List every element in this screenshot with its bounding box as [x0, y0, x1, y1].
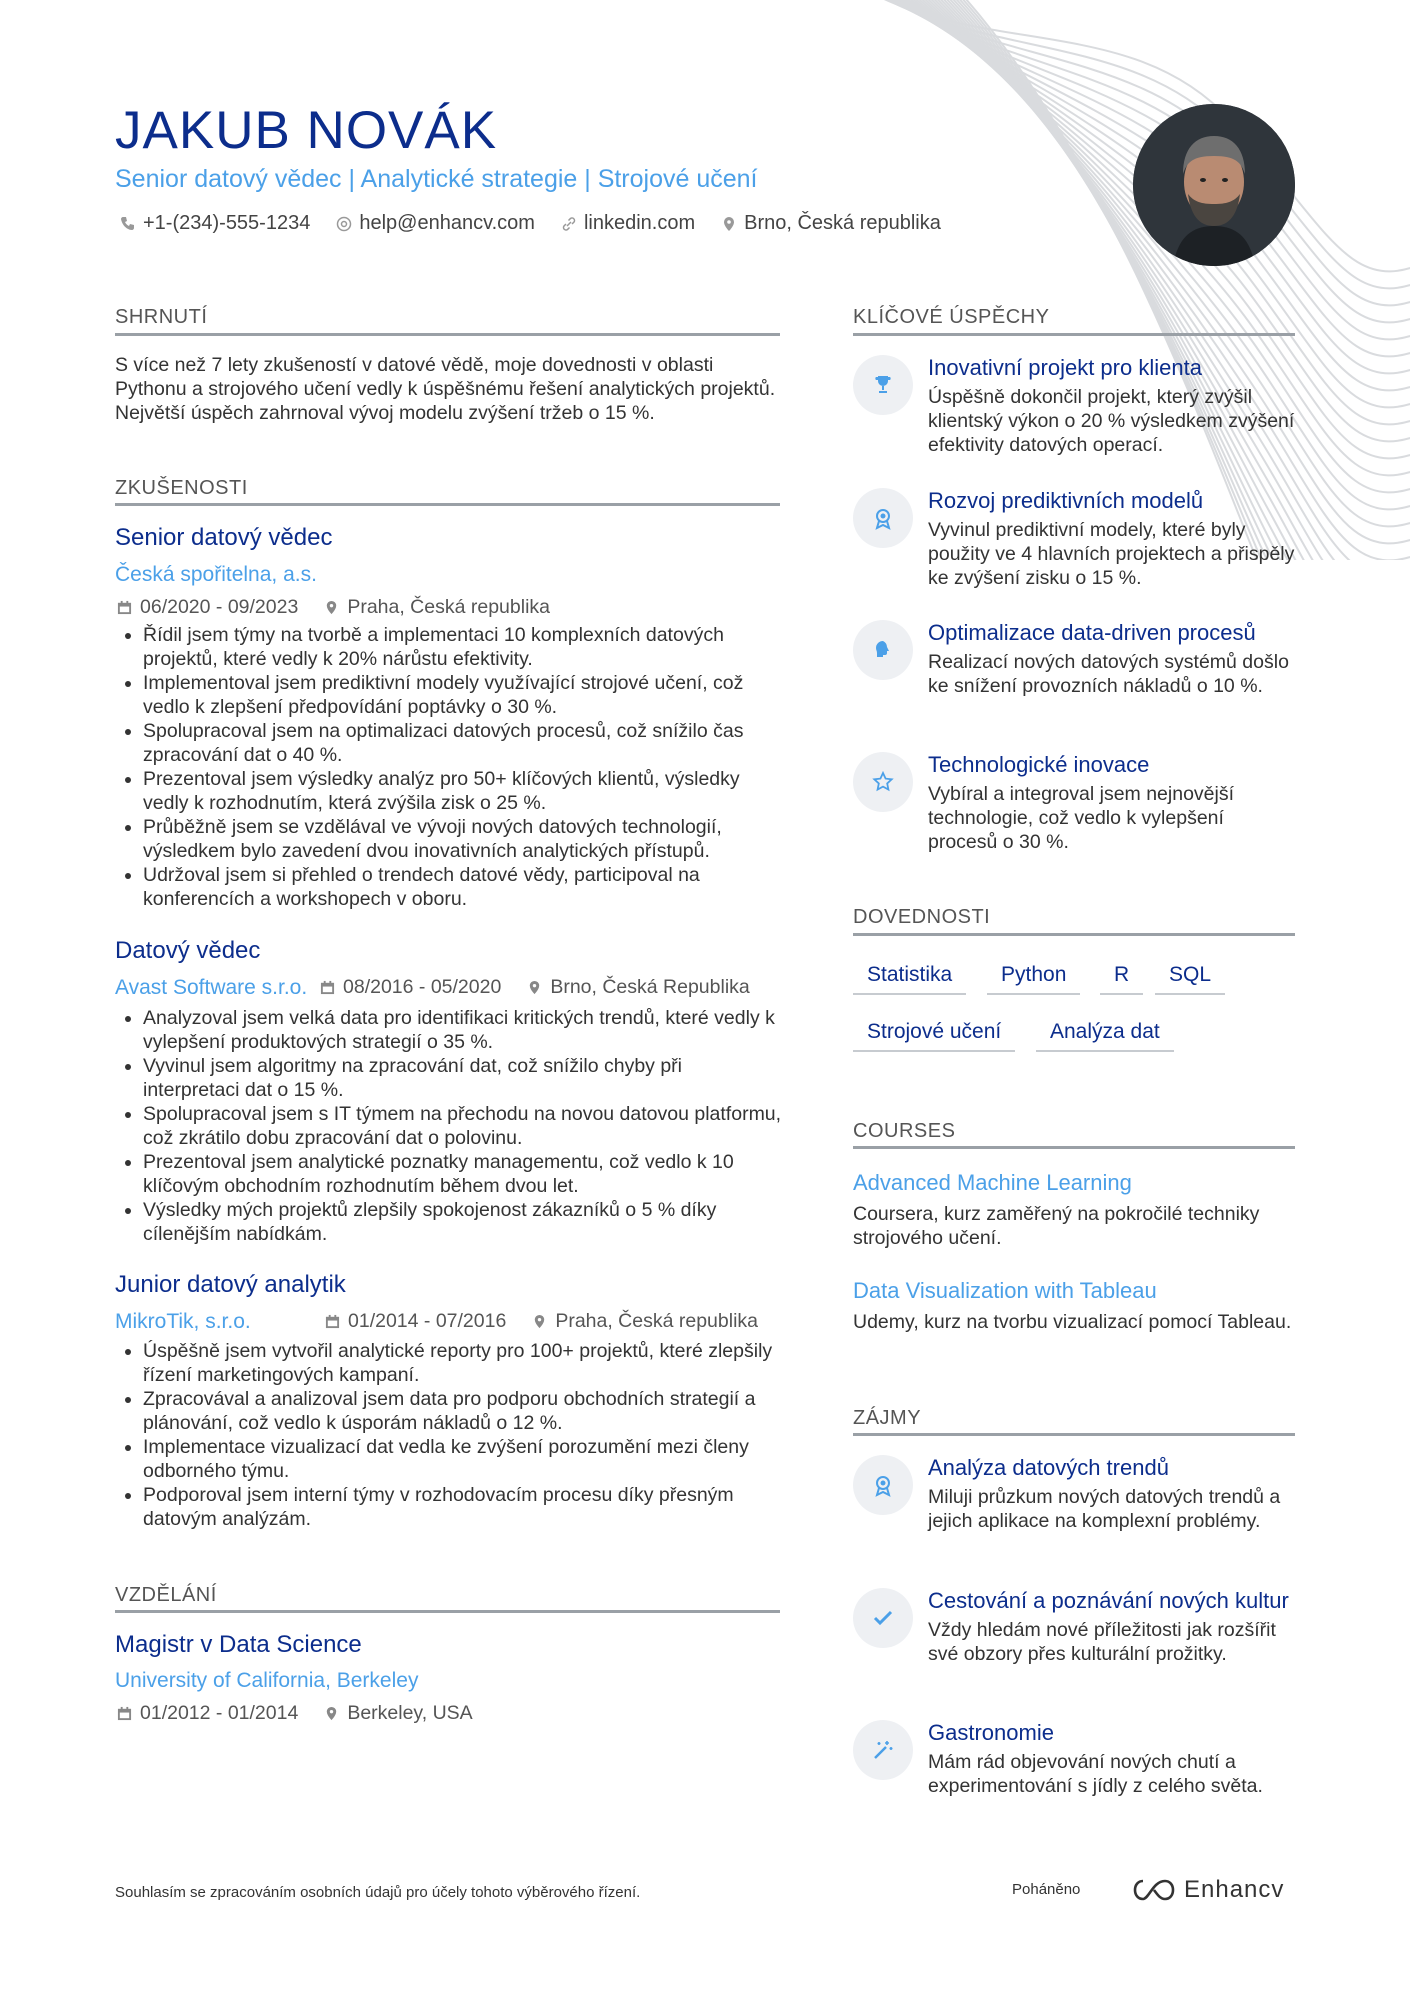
job-bullet: • Prezentoval jsem výsledky analýz pro 50+ klíčových klientů, výsledky vedly k rozhodnutím, která zvýšila zisk o 25 %.: [143, 767, 783, 815]
contact-row: [120, 212, 941, 235]
job-bullet: • Spolupracoval jsem na optimalizaci datových procesů, což snížilo čas zpracování dat o 40 %.: [143, 719, 783, 767]
section-divider: [853, 1146, 1295, 1149]
section-title-interests: ZÁJMY: [853, 1407, 922, 1429]
achievement-item: [853, 488, 1295, 608]
gdpr-consent: Souhlasím se zpracováním osobních údajů pro účely tohoto výběrového řízení.: [115, 1884, 641, 1901]
education-degree: Magistr v Data Science: [115, 1631, 362, 1658]
job-meta: [320, 976, 750, 999]
job-meta: [325, 1310, 758, 1333]
job-location: Brno, Česká Republika: [550, 976, 750, 998]
job-title: Junior datový analytik: [115, 1271, 346, 1298]
interest-item: [853, 1588, 1295, 1708]
job-bullets: [115, 1339, 783, 1531]
portrait-photo: [1133, 104, 1295, 266]
trophy-icon: [853, 355, 913, 415]
location-icon: [532, 1314, 547, 1329]
brain-icon: [853, 620, 913, 680]
interest-title: Gastronomie: [928, 1720, 1054, 1745]
achievement-desc: Realizací nových datových systémů došlo ke snížení provozních nákladů o 10 %.: [928, 651, 1289, 697]
interest-item: [853, 1455, 1295, 1575]
contact-linkedin[interactable]: linkedin.com: [561, 212, 695, 235]
job-bullet: • Průběžně jsem se vzdělával ve vývoji nových datových technologií, výsledkem bylo zavedení dvou inovativních analytických přístupů.: [143, 815, 783, 863]
contact-email[interactable]: help@enhancv.com: [336, 212, 535, 235]
education-dates: 01/2012 - 01/2014: [140, 1702, 299, 1724]
medal-icon: [853, 1455, 913, 1515]
job-bullet: • Vyvinul jsem algoritmy na zpracování dat, což snížilo chyby při interpretaci dat o 15 %.: [143, 1054, 783, 1102]
interest-title: Cestování a poznávání nových kultur: [928, 1588, 1289, 1613]
job-company: MikroTik, s.r.o.: [115, 1310, 251, 1333]
interest-desc: Vždy hledám nové příležitosti jak rozšířit své obzory přes kulturální prožitky.: [928, 1619, 1276, 1665]
check-icon: [853, 1588, 913, 1648]
infinity-logo-icon: [1132, 1877, 1176, 1903]
job-bullet: • Podporoval jsem interní týmy v rozhodovacím procesu díky přesným datovým analýzám.: [143, 1483, 783, 1531]
skill-tag: Python: [987, 963, 1080, 995]
section-divider: [853, 1433, 1295, 1436]
job-dates: 08/2016 - 05/2020: [343, 976, 502, 998]
section-title-education: VZDĚLÁNÍ: [115, 1584, 217, 1606]
contact-phone[interactable]: +1-(234)-555-1234: [120, 212, 310, 235]
section-divider: [115, 503, 780, 506]
calendar-icon: [325, 1314, 340, 1329]
achievement-title: Inovativní projekt pro klienta: [928, 355, 1202, 380]
achievement-desc: Vybíral a integroval jsem nejnovější technologie, což vedlo k vylepšení procesů o 30 %.: [928, 783, 1235, 853]
phone-icon: [120, 216, 136, 232]
summary-text: S více než 7 lety zkušeností v datové vědě, moje dovednosti v oblasti Pythonu a strojového učení vedly k úspěšnému řešení analytických projektů. Největší úspěch zahrnoval vývoj modelu zvýšení tržeb o 15 %.: [115, 354, 776, 424]
achievement-title: Rozvoj prediktivních modelů: [928, 488, 1204, 513]
job-company: Česká spořitelna, a.s.: [115, 563, 317, 586]
interest-desc: Miluji průzkum nových datových trendů a jejich aplikace na komplexní problémy.: [928, 1486, 1281, 1532]
job-location: Praha, Česká republika: [555, 1310, 759, 1332]
job-bullet: • Udržoval jsem si přehled o trendech datové vědy, participoval na konferencích a workshopech v oboru.: [143, 863, 783, 911]
enhancv-logo[interactable]: [1132, 1876, 1284, 1904]
achievement-item: [853, 355, 1295, 475]
course-desc: Coursera, kurz zaměřený na pokročilé techniky strojového učení.: [853, 1203, 1260, 1249]
job-bullet: • Implementace vizualizací dat vedla ke zvýšení porozumění mezi členy odborného týmu.: [143, 1435, 783, 1483]
course-desc: Udemy, kurz na tvorbu vizualizací pomocí Tableau.: [853, 1311, 1292, 1333]
interest-title: Analýza datových trendů: [928, 1455, 1169, 1480]
section-divider: [115, 1610, 780, 1613]
job-bullet: • Prezentoval jsem analytické poznatky managementu, což vedlo k 10 klíčovým obchodním rozhodnutím během dvou let.: [143, 1150, 783, 1198]
job-bullet: • Výsledky mých projektů zlepšily spokojenost zákazníků o 5 % díky cílenějším nabídkám.: [143, 1198, 783, 1246]
section-divider: [853, 933, 1295, 936]
job-bullet: • Implementoval jsem prediktivní modely využívající strojové učení, což vedlo k zlepšení předpovídání poptávky o 30 %.: [143, 671, 783, 719]
education-meta: [117, 1702, 473, 1725]
candidate-name: JAKUB NOVÁK: [115, 101, 498, 160]
skill-tag: SQL: [1155, 963, 1225, 995]
interest-item: [853, 1720, 1295, 1840]
section-divider: [115, 333, 780, 336]
education-school: University of California, Berkeley: [115, 1669, 419, 1692]
job-meta: [117, 596, 550, 619]
brand-name: Enhancv: [1184, 1876, 1285, 1903]
job-bullets: [115, 623, 783, 911]
achievement-desc: Vyvinul prediktivní modely, které byly použity ve 4 hlavních projektech a přispěly ke zvýšení zisku o 15 %.: [928, 519, 1295, 589]
magic-wand-icon: [853, 1720, 913, 1780]
job-bullet: • Zpracovával a analizoval jsem data pro podporu obchodních strategií a plánování, což vedlo k úsporám nákladů o 12 %.: [143, 1387, 783, 1435]
calendar-icon: [320, 980, 335, 995]
job-bullet: • Spolupracoval jsem s IT týmem na přechodu na novou datovou platformu, což zkrátilo dobu zpracování dat o polovinu.: [143, 1102, 783, 1150]
job-dates: 01/2014 - 07/2016: [348, 1310, 507, 1332]
location-icon: [324, 600, 339, 615]
job-company: Avast Software s.r.o.: [115, 976, 308, 999]
skill-tag: Analýza dat: [1036, 1020, 1174, 1052]
section-title-courses: COURSES: [853, 1120, 956, 1142]
medal-icon: [853, 488, 913, 548]
section-title-skills: DOVEDNOSTI: [853, 906, 991, 928]
achievement-item: [853, 620, 1295, 740]
course-title: Advanced Machine Learning: [853, 1170, 1132, 1195]
interest-desc: Mám rád objevování nových chutí a experimentování s jídly z celého světa.: [928, 1751, 1263, 1797]
section-divider: [853, 333, 1295, 336]
section-title-achievements: KLÍČOVÉ ÚSPĚCHY: [853, 306, 1050, 328]
calendar-icon: [117, 1706, 132, 1721]
avatar: [1133, 104, 1295, 266]
contact-location: Brno, Česká republika: [721, 212, 941, 235]
candidate-headline: Senior datový vědec | Analytické strategie | Strojové učení: [115, 165, 758, 193]
calendar-icon: [117, 600, 132, 615]
achievement-title: Technologické inovace: [928, 752, 1150, 777]
location-icon: [324, 1706, 339, 1721]
achievement-title: Optimalizace data-driven procesů: [928, 620, 1256, 645]
powered-by-label: Poháněno: [1012, 1881, 1081, 1898]
education-location: Berkeley, USA: [347, 1702, 473, 1724]
job-bullet: • Analyzoval jsem velká data pro identifikaci kritických trendů, které vedly k vylepšení produktových strategií o 35 %.: [143, 1006, 783, 1054]
location-icon: [527, 980, 542, 995]
skill-tag: R: [1100, 963, 1143, 995]
at-icon: [336, 216, 352, 232]
achievement-item: [853, 752, 1295, 872]
section-title-experience: ZKUŠENOSTI: [115, 477, 248, 499]
location-icon: [721, 216, 737, 232]
job-location: Praha, Česká republika: [347, 596, 551, 618]
achievement-desc: Úspěšně dokončil projekt, který zvýšil klientský výkon o 20 % výsledkem zvýšení efektivity datových operací.: [928, 386, 1295, 456]
job-dates: 06/2020 - 09/2023: [140, 596, 299, 618]
job-bullet: • Úspěšně jsem vytvořil analytické reporty pro 100+ projektů, které zlepšily řízení marketingových kampaní.: [143, 1339, 783, 1387]
skill-tag: Statistika: [853, 963, 966, 995]
star-icon: [853, 752, 913, 812]
job-title: Datový vědec: [115, 937, 261, 964]
section-title-summary: SHRNUTÍ: [115, 306, 208, 328]
job-bullets: [115, 1006, 783, 1246]
course-title: Data Visualization with Tableau: [853, 1278, 1157, 1303]
job-title: Senior datový vědec: [115, 524, 333, 551]
link-icon: [561, 216, 577, 232]
job-bullet: • Řídil jsem týmy na tvorbě a implementaci 10 komplexních datových projektů, které vedly k 20% nárůstu efektivity.: [143, 623, 783, 671]
skill-tag: Strojové učení: [853, 1020, 1015, 1052]
